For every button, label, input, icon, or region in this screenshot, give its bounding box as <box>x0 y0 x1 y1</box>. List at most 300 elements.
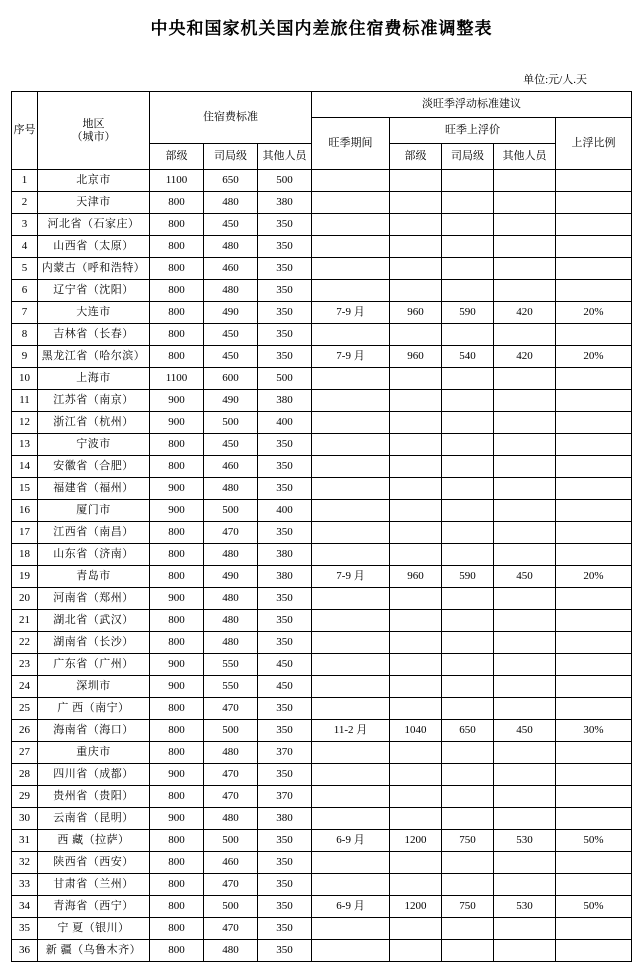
cell-seq: 31 <box>11 830 37 852</box>
cell-department: 500 <box>203 830 257 852</box>
cell-bureau: 800 <box>149 302 203 324</box>
cell-seq: 7 <box>11 302 37 324</box>
cell-bureau: 800 <box>149 280 203 302</box>
cell-seq: 33 <box>11 874 37 896</box>
cell-bureau: 800 <box>149 258 203 280</box>
cell-peak-others <box>494 390 556 412</box>
cell-peak-period: 11-2 月 <box>312 720 390 742</box>
table-row <box>11 566 631 588</box>
cell-others: 350 <box>257 764 311 786</box>
cell-float-rate <box>556 456 632 478</box>
cell-bureau: 900 <box>149 676 203 698</box>
table-row <box>11 896 631 918</box>
cell-others: 350 <box>257 610 311 632</box>
cell-department: 480 <box>203 478 257 500</box>
cell-others: 370 <box>257 742 311 764</box>
cell-department: 470 <box>203 786 257 808</box>
cell-peak-others <box>494 698 556 720</box>
cell-peak-period <box>312 192 390 214</box>
cell-peak-bureau <box>390 940 442 962</box>
table-row <box>11 434 631 456</box>
cell-float-rate <box>556 434 632 456</box>
cell-float-rate <box>556 258 632 280</box>
table-row <box>11 874 631 896</box>
cell-others: 350 <box>257 830 311 852</box>
cell-peak-others <box>494 258 556 280</box>
cell-region: 辽宁省（沈阳） <box>37 280 149 302</box>
cell-region: 河南省（郑州） <box>37 588 149 610</box>
cell-seq: 30 <box>11 808 37 830</box>
cell-seq: 13 <box>11 434 37 456</box>
header-season-group: 淡旺季浮动标准建议 <box>312 92 632 118</box>
cell-peak-department <box>442 808 494 830</box>
cell-peak-others <box>494 368 556 390</box>
cell-peak-others <box>494 236 556 258</box>
cell-float-rate <box>556 742 632 764</box>
cell-region: 西 藏（拉萨） <box>37 830 149 852</box>
cell-float-rate <box>556 192 632 214</box>
cell-region: 广 西（南宁） <box>37 698 149 720</box>
cell-peak-period <box>312 742 390 764</box>
cell-peak-department <box>442 500 494 522</box>
cell-bureau: 800 <box>149 324 203 346</box>
table-row <box>11 918 631 940</box>
cell-others: 370 <box>257 786 311 808</box>
cell-peak-others <box>494 412 556 434</box>
cell-region: 内蒙古（呼和浩特） <box>37 258 149 280</box>
cell-peak-others <box>494 324 556 346</box>
cell-department: 460 <box>203 258 257 280</box>
cell-peak-period <box>312 698 390 720</box>
cell-peak-department <box>442 698 494 720</box>
cell-region: 陕西省（西安） <box>37 852 149 874</box>
cell-peak-bureau <box>390 500 442 522</box>
cell-peak-department: 590 <box>442 566 494 588</box>
cell-region: 湖南省（长沙） <box>37 632 149 654</box>
cell-seq: 10 <box>11 368 37 390</box>
cell-region: 海南省（海口） <box>37 720 149 742</box>
cell-float-rate <box>556 786 632 808</box>
cell-others: 350 <box>257 522 311 544</box>
cell-region: 湖北省（武汉） <box>37 610 149 632</box>
cell-peak-department <box>442 918 494 940</box>
cell-bureau: 900 <box>149 808 203 830</box>
cell-others: 350 <box>257 896 311 918</box>
cell-others: 450 <box>257 676 311 698</box>
cell-department: 480 <box>203 742 257 764</box>
cell-bureau: 900 <box>149 588 203 610</box>
cell-region: 新 疆（乌鲁木齐） <box>37 940 149 962</box>
cell-peak-department: 750 <box>442 896 494 918</box>
cell-peak-department <box>442 456 494 478</box>
cell-department: 490 <box>203 566 257 588</box>
cell-department: 480 <box>203 280 257 302</box>
cell-peak-department <box>442 170 494 192</box>
header-department: 司局级 <box>203 144 257 170</box>
cell-department: 480 <box>203 588 257 610</box>
cell-peak-period <box>312 544 390 566</box>
cell-seq: 25 <box>11 698 37 720</box>
cell-peak-period <box>312 588 390 610</box>
cell-peak-department <box>442 852 494 874</box>
cell-region: 宁波市 <box>37 434 149 456</box>
cell-peak-bureau <box>390 874 442 896</box>
header-region <box>37 92 149 170</box>
page-title: 中央和国家机关国内差旅住宿费标准调整表 <box>150 19 493 38</box>
cell-bureau: 1100 <box>149 170 203 192</box>
cell-peak-bureau <box>390 808 442 830</box>
cell-peak-department <box>442 258 494 280</box>
table-row <box>11 808 631 830</box>
cell-department: 480 <box>203 544 257 566</box>
cell-others: 350 <box>257 588 311 610</box>
cell-peak-bureau <box>390 764 442 786</box>
cell-region: 河北省（石家庄） <box>37 214 149 236</box>
header-seq: 序号 <box>11 92 37 170</box>
cell-others: 450 <box>257 654 311 676</box>
document-page <box>0 14 643 968</box>
header-lodging-group: 住宿费标准 <box>149 92 311 144</box>
cell-peak-others <box>494 434 556 456</box>
cell-seq: 12 <box>11 412 37 434</box>
cell-peak-period <box>312 676 390 698</box>
cell-peak-period <box>312 236 390 258</box>
cell-others: 500 <box>257 368 311 390</box>
cell-peak-bureau <box>390 654 442 676</box>
cell-peak-bureau <box>390 786 442 808</box>
cell-float-rate <box>556 170 632 192</box>
cell-peak-others <box>494 610 556 632</box>
cell-peak-department <box>442 478 494 500</box>
cell-seq: 36 <box>11 940 37 962</box>
cell-peak-period <box>312 918 390 940</box>
cell-region: 江苏省（南京） <box>37 390 149 412</box>
cell-peak-period <box>312 368 390 390</box>
table-row <box>11 500 631 522</box>
header-peak-period: 旺季期间 <box>312 118 390 170</box>
header-peak-department: 司局级 <box>442 144 494 170</box>
cell-bureau: 800 <box>149 742 203 764</box>
table-row <box>11 192 631 214</box>
cell-region: 贵州省（贵阳） <box>37 786 149 808</box>
cell-peak-others: 420 <box>494 346 556 368</box>
cell-peak-bureau: 1200 <box>390 830 442 852</box>
cell-others: 500 <box>257 170 311 192</box>
cell-department: 450 <box>203 214 257 236</box>
cell-float-rate <box>556 632 632 654</box>
cell-seq: 32 <box>11 852 37 874</box>
cell-peak-department <box>442 764 494 786</box>
cell-peak-bureau <box>390 324 442 346</box>
cell-region: 深圳市 <box>37 676 149 698</box>
cell-seq: 23 <box>11 654 37 676</box>
cell-seq: 14 <box>11 456 37 478</box>
cell-department: 480 <box>203 236 257 258</box>
cell-region: 天津市 <box>37 192 149 214</box>
cell-region: 四川省（成都） <box>37 764 149 786</box>
cell-peak-department <box>442 588 494 610</box>
cell-department: 480 <box>203 808 257 830</box>
cell-department: 460 <box>203 852 257 874</box>
cell-float-rate: 20% <box>556 346 632 368</box>
cell-region: 北京市 <box>37 170 149 192</box>
cell-bureau: 800 <box>149 698 203 720</box>
cell-bureau: 900 <box>149 412 203 434</box>
cell-peak-department <box>442 742 494 764</box>
cell-seq: 11 <box>11 390 37 412</box>
table-row <box>11 236 631 258</box>
cell-seq: 6 <box>11 280 37 302</box>
cell-others: 350 <box>257 720 311 742</box>
cell-region: 吉林省（长春） <box>37 324 149 346</box>
cell-seq: 26 <box>11 720 37 742</box>
cell-peak-department <box>442 324 494 346</box>
cell-bureau: 800 <box>149 940 203 962</box>
cell-peak-others: 450 <box>494 566 556 588</box>
cell-department: 450 <box>203 346 257 368</box>
cell-peak-period <box>312 214 390 236</box>
table-row <box>11 742 631 764</box>
cell-peak-bureau <box>390 456 442 478</box>
cell-peak-department <box>442 610 494 632</box>
cell-peak-period <box>312 456 390 478</box>
cell-bureau: 1100 <box>149 368 203 390</box>
table-row <box>11 302 631 324</box>
cell-others: 350 <box>257 236 311 258</box>
cell-float-rate <box>556 368 632 390</box>
cell-others: 350 <box>257 456 311 478</box>
cell-seq: 28 <box>11 764 37 786</box>
cell-peak-period <box>312 324 390 346</box>
cell-peak-others: 530 <box>494 830 556 852</box>
cell-department: 470 <box>203 874 257 896</box>
cell-peak-department <box>442 654 494 676</box>
cell-peak-bureau <box>390 258 442 280</box>
cell-others: 350 <box>257 214 311 236</box>
cell-peak-others <box>494 676 556 698</box>
cell-department: 480 <box>203 940 257 962</box>
header-peak-others: 其他人员 <box>494 144 556 170</box>
cell-float-rate <box>556 544 632 566</box>
cell-others: 350 <box>257 478 311 500</box>
table-row <box>11 786 631 808</box>
table-row <box>11 720 631 742</box>
cell-peak-others <box>494 522 556 544</box>
cell-seq: 15 <box>11 478 37 500</box>
cell-region: 黑龙江省（哈尔滨） <box>37 346 149 368</box>
cell-float-rate <box>556 874 632 896</box>
cell-bureau: 800 <box>149 522 203 544</box>
cell-peak-bureau: 1200 <box>390 896 442 918</box>
cell-peak-bureau <box>390 588 442 610</box>
cell-others: 350 <box>257 940 311 962</box>
cell-region: 安徽省（合肥） <box>37 456 149 478</box>
cell-peak-bureau <box>390 610 442 632</box>
cell-bureau: 800 <box>149 918 203 940</box>
cell-others: 350 <box>257 324 311 346</box>
cell-float-rate <box>556 610 632 632</box>
cell-seq: 19 <box>11 566 37 588</box>
header-bureau: 部级 <box>149 144 203 170</box>
cell-seq: 29 <box>11 786 37 808</box>
cell-seq: 27 <box>11 742 37 764</box>
cell-region: 广东省（广州） <box>37 654 149 676</box>
cell-peak-period: 7-9 月 <box>312 566 390 588</box>
cell-seq: 21 <box>11 610 37 632</box>
cell-peak-department <box>442 214 494 236</box>
cell-float-rate <box>556 852 632 874</box>
cell-peak-bureau <box>390 170 442 192</box>
cell-bureau: 800 <box>149 874 203 896</box>
cell-peak-department <box>442 940 494 962</box>
cell-seq: 20 <box>11 588 37 610</box>
header-peak-bureau: 部级 <box>390 144 442 170</box>
table-header <box>11 92 631 170</box>
cell-peak-others <box>494 764 556 786</box>
cell-float-rate <box>556 280 632 302</box>
cell-peak-period: 7-9 月 <box>312 346 390 368</box>
cell-peak-period: 6-9 月 <box>312 896 390 918</box>
table-row <box>11 324 631 346</box>
cell-float-rate <box>556 412 632 434</box>
cell-others: 380 <box>257 566 311 588</box>
table-row <box>11 456 631 478</box>
cell-department: 480 <box>203 192 257 214</box>
cell-float-rate <box>556 698 632 720</box>
cell-department: 500 <box>203 720 257 742</box>
cell-float-rate: 50% <box>556 830 632 852</box>
cell-bureau: 800 <box>149 852 203 874</box>
cell-bureau: 800 <box>149 544 203 566</box>
cell-region: 宁 夏（银川） <box>37 918 149 940</box>
cell-peak-bureau <box>390 698 442 720</box>
cell-seq: 4 <box>11 236 37 258</box>
cell-bureau: 800 <box>149 610 203 632</box>
cell-region: 江西省（南昌） <box>37 522 149 544</box>
cell-peak-others <box>494 654 556 676</box>
cell-others: 400 <box>257 412 311 434</box>
cell-bureau: 800 <box>149 632 203 654</box>
cell-peak-period <box>312 808 390 830</box>
cell-seq: 2 <box>11 192 37 214</box>
cell-peak-period <box>312 478 390 500</box>
cell-bureau: 900 <box>149 654 203 676</box>
cell-seq: 35 <box>11 918 37 940</box>
cell-bureau: 800 <box>149 434 203 456</box>
cell-float-rate: 20% <box>556 566 632 588</box>
cell-float-rate <box>556 214 632 236</box>
cell-peak-department: 750 <box>442 830 494 852</box>
table-row <box>11 764 631 786</box>
cell-peak-others <box>494 456 556 478</box>
header-others: 其他人员 <box>257 144 311 170</box>
cell-peak-department <box>442 676 494 698</box>
cell-peak-department <box>442 192 494 214</box>
cell-peak-others <box>494 786 556 808</box>
cell-float-rate <box>556 500 632 522</box>
cell-region: 山东省（济南） <box>37 544 149 566</box>
table-row <box>11 632 631 654</box>
table-row <box>11 698 631 720</box>
cell-peak-department <box>442 632 494 654</box>
cell-peak-period <box>312 764 390 786</box>
cell-peak-others <box>494 852 556 874</box>
cell-peak-bureau <box>390 632 442 654</box>
cell-float-rate <box>556 676 632 698</box>
table-row <box>11 588 631 610</box>
header-peak-float-group: 旺季上浮价 <box>390 118 556 144</box>
cell-region: 青海省（西宁） <box>37 896 149 918</box>
table-row <box>11 676 631 698</box>
table-row <box>11 412 631 434</box>
cell-peak-bureau: 960 <box>390 566 442 588</box>
cell-float-rate <box>556 940 632 962</box>
cell-bureau: 800 <box>149 566 203 588</box>
cell-department: 490 <box>203 390 257 412</box>
cell-bureau: 900 <box>149 500 203 522</box>
cell-peak-bureau <box>390 478 442 500</box>
cell-peak-bureau <box>390 214 442 236</box>
table-row <box>11 852 631 874</box>
cell-seq: 9 <box>11 346 37 368</box>
cell-others: 400 <box>257 500 311 522</box>
cell-peak-department <box>442 522 494 544</box>
cell-peak-others: 530 <box>494 896 556 918</box>
cell-peak-bureau: 1040 <box>390 720 442 742</box>
cell-peak-others <box>494 588 556 610</box>
cell-peak-bureau <box>390 192 442 214</box>
cell-seq: 22 <box>11 632 37 654</box>
cell-peak-department <box>442 236 494 258</box>
cell-peak-others <box>494 632 556 654</box>
cell-bureau: 900 <box>149 390 203 412</box>
cell-float-rate <box>556 588 632 610</box>
cell-others: 380 <box>257 808 311 830</box>
table-body <box>11 170 631 962</box>
cell-region: 甘肃省（兰州） <box>37 874 149 896</box>
cell-department: 470 <box>203 764 257 786</box>
cell-peak-bureau <box>390 368 442 390</box>
cell-float-rate <box>556 808 632 830</box>
cell-peak-others <box>494 478 556 500</box>
cell-seq: 34 <box>11 896 37 918</box>
cell-peak-period <box>312 786 390 808</box>
cell-bureau: 800 <box>149 192 203 214</box>
cell-department: 470 <box>203 698 257 720</box>
cell-peak-period <box>312 632 390 654</box>
cell-others: 380 <box>257 390 311 412</box>
cell-department: 490 <box>203 302 257 324</box>
cell-bureau: 800 <box>149 214 203 236</box>
cell-peak-others <box>494 808 556 830</box>
cell-department: 450 <box>203 324 257 346</box>
cell-region: 重庆市 <box>37 742 149 764</box>
table-row <box>11 368 631 390</box>
cell-float-rate: 20% <box>556 302 632 324</box>
cell-peak-others: 450 <box>494 720 556 742</box>
cell-peak-period <box>312 654 390 676</box>
cell-region: 大连市 <box>37 302 149 324</box>
cell-department: 600 <box>203 368 257 390</box>
cell-float-rate: 30% <box>556 720 632 742</box>
cell-peak-bureau <box>390 390 442 412</box>
cell-peak-period <box>312 522 390 544</box>
cell-float-rate: 50% <box>556 896 632 918</box>
cell-department: 450 <box>203 434 257 456</box>
table-row <box>11 478 631 500</box>
cell-peak-period <box>312 258 390 280</box>
cell-seq: 5 <box>11 258 37 280</box>
